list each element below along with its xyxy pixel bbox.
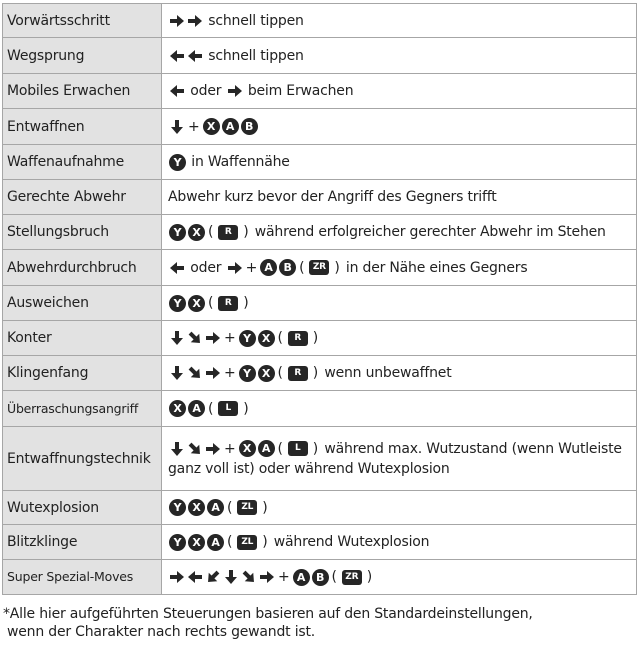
- plus-sign: +: [224, 365, 236, 381]
- open-paren: (: [208, 224, 214, 240]
- move-name: Blitzklinge: [3, 525, 162, 560]
- move-input: [162, 250, 637, 286]
- move-name: Abwehrdurchbruch: [3, 250, 162, 286]
- move-name: Stellungsbruch: [3, 215, 162, 250]
- arrow-down-icon: [169, 331, 185, 345]
- button-x-icon: X: [188, 224, 205, 241]
- button-a-icon: A: [293, 569, 310, 586]
- button-r-icon: R: [218, 225, 238, 240]
- button-x-icon: X: [188, 534, 205, 551]
- input-description: während max. Wutzustand (wenn Wutleiste ganz voll ist) oder während Wutexplosion: [168, 440, 622, 477]
- button-sequence: [168, 46, 204, 66]
- button-b-icon: B: [312, 569, 329, 586]
- move-name: Waffenaufnahme: [3, 145, 162, 180]
- button-x-icon: X: [188, 295, 205, 312]
- footnote-line-2: wenn der Charakter nach rechts gewandt ist.: [7, 624, 316, 640]
- move-name: Wutexplosion: [3, 491, 162, 525]
- button-a-icon: A: [260, 259, 277, 276]
- button-a-icon: A: [207, 499, 224, 516]
- arrow-right-icon: [259, 570, 275, 584]
- button-y-icon: Y: [169, 154, 186, 171]
- arrow-left-icon: [187, 570, 203, 584]
- button-x-icon: X: [258, 330, 275, 347]
- move-name: Überraschungsangriff: [3, 391, 162, 427]
- move-input: [162, 145, 637, 180]
- open-paren: (: [208, 400, 214, 417]
- arrow-down-icon: [223, 570, 239, 584]
- arrow-down-right-icon: [187, 366, 203, 380]
- move-input: [162, 74, 637, 109]
- open-paren: (: [227, 534, 233, 550]
- button-x-icon: X: [239, 440, 256, 457]
- input-description: in der Nähe eines Gegners: [345, 259, 528, 276]
- button-x-icon: X: [169, 400, 186, 417]
- input-description: Abwehr kurz bevor der Angriff des Gegners trifft: [168, 189, 497, 205]
- move-name: Gerechte Abwehr: [3, 180, 162, 215]
- table-row: [3, 391, 637, 427]
- button-sequence: [168, 399, 251, 419]
- button-x-icon: X: [203, 118, 220, 135]
- open-paren: (: [277, 330, 283, 346]
- close-paren: ): [334, 259, 340, 276]
- table-row: [3, 38, 637, 74]
- button-r-icon: R: [288, 331, 308, 346]
- arrow-right-icon: [227, 261, 243, 275]
- button-sequence: [168, 222, 251, 242]
- table-row: [3, 560, 637, 595]
- button-sequence: [168, 117, 259, 137]
- arrow-right-icon: [169, 570, 185, 584]
- close-paren: ): [243, 400, 249, 417]
- table-row: [3, 180, 637, 215]
- arrow-right-icon: [205, 442, 221, 456]
- move-input: [162, 560, 637, 595]
- button-sequence: [168, 439, 320, 459]
- plus-sign: +: [224, 330, 236, 346]
- arrow-right-icon: [205, 366, 221, 380]
- button-sequence: [168, 258, 186, 278]
- button-zr-icon: ZR: [309, 260, 329, 275]
- input-description: oder: [190, 259, 222, 276]
- arrow-left-icon: [169, 49, 185, 63]
- move-input: [162, 109, 637, 145]
- open-paren: (: [299, 259, 305, 276]
- button-a-icon: A: [258, 440, 275, 457]
- button-y-icon: Y: [239, 365, 256, 382]
- controls-table-body: [3, 4, 637, 595]
- move-input: [162, 356, 637, 391]
- arrow-down-right-icon: [241, 570, 257, 584]
- button-y-icon: Y: [169, 534, 186, 551]
- close-paren: ): [366, 569, 373, 585]
- table-row: [3, 427, 637, 491]
- arrow-right-icon: [169, 14, 185, 28]
- button-sequence: [226, 258, 342, 278]
- button-sequence: [168, 532, 270, 552]
- table-row: [3, 109, 637, 145]
- button-sequence: [168, 81, 186, 101]
- arrow-down-icon: [169, 120, 185, 134]
- button-sequence: [168, 363, 320, 383]
- move-name: Entwaffnen: [3, 109, 162, 145]
- button-y-icon: Y: [169, 499, 186, 516]
- move-input: [162, 38, 637, 74]
- button-sequence: [226, 81, 244, 101]
- button-y-icon: Y: [169, 224, 186, 241]
- move-input: [162, 215, 637, 250]
- arrow-left-icon: [169, 261, 185, 275]
- input-description: beim Erwachen: [247, 83, 354, 99]
- arrow-down-right-icon: [187, 442, 203, 456]
- button-sequence: [168, 293, 251, 313]
- footnote-line-1: *Alle hier aufgeführten Steuerungen basieren auf den Standardeinstellungen,: [3, 606, 533, 622]
- button-sequence: [168, 498, 270, 518]
- button-l-icon: L: [288, 441, 308, 456]
- move-input: [162, 4, 637, 38]
- table-row: [3, 145, 637, 180]
- controls-table: [2, 3, 637, 595]
- arrow-down-right-icon: [187, 331, 203, 345]
- open-paren: (: [277, 365, 283, 381]
- open-paren: (: [277, 440, 283, 457]
- move-name: Konter: [3, 321, 162, 356]
- arrow-left-icon: [187, 49, 203, 63]
- plus-sign: +: [245, 259, 258, 276]
- button-sequence: [168, 152, 187, 172]
- move-input: [162, 286, 637, 321]
- arrow-right-icon: [187, 14, 203, 28]
- button-sequence: [168, 11, 204, 31]
- move-input: [162, 321, 637, 356]
- arrow-right-icon: [227, 84, 243, 98]
- input-description: schnell tippen: [208, 12, 304, 29]
- plus-sign: +: [278, 569, 290, 585]
- move-name: Super Spezial-Moves: [3, 560, 162, 595]
- arrow-left-icon: [169, 84, 185, 98]
- table-row: [3, 321, 637, 356]
- table-row: [3, 4, 637, 38]
- close-paren: ): [243, 224, 249, 240]
- button-a-icon: A: [188, 400, 205, 417]
- button-a-icon: A: [207, 534, 224, 551]
- arrow-down-icon: [169, 366, 185, 380]
- button-sequence: [168, 328, 320, 348]
- input-description: während erfolgreicher gerechter Abwehr im Stehen: [254, 224, 606, 240]
- move-name: Wegsprung: [3, 38, 162, 74]
- input-description: in Waffennähe: [191, 154, 290, 170]
- plus-sign: +: [224, 440, 236, 457]
- button-y-icon: Y: [169, 295, 186, 312]
- move-name: Vorwärtsschritt: [3, 4, 162, 38]
- table-row: [3, 215, 637, 250]
- move-name: Ausweichen: [3, 286, 162, 321]
- open-paren: (: [208, 295, 214, 311]
- button-b-icon: B: [279, 259, 296, 276]
- open-paren: (: [331, 569, 337, 585]
- arrow-right-icon: [205, 331, 221, 345]
- move-name: Mobiles Erwachen: [3, 74, 162, 109]
- input-description: oder: [190, 83, 222, 99]
- button-b-icon: B: [241, 118, 258, 135]
- button-a-icon: A: [222, 118, 239, 135]
- move-input: [162, 491, 637, 525]
- arrow-down-left-icon: [205, 570, 221, 584]
- button-zl-icon: ZL: [237, 535, 257, 550]
- button-zr-icon: ZR: [342, 570, 362, 585]
- table-row: [3, 286, 637, 321]
- move-input: [162, 525, 637, 560]
- move-name: Klingenfang: [3, 356, 162, 391]
- button-r-icon: R: [218, 296, 238, 311]
- move-input: [162, 391, 637, 427]
- button-l-icon: L: [218, 401, 238, 416]
- table-row: [3, 525, 637, 560]
- move-input: [162, 180, 637, 215]
- close-paren: ): [243, 295, 249, 311]
- input-description: schnell tippen: [208, 47, 304, 64]
- table-row: [3, 250, 637, 286]
- button-y-icon: Y: [239, 330, 256, 347]
- close-paren: ): [312, 365, 319, 381]
- footnote: [3, 605, 633, 641]
- input-description: während Wutexplosion: [273, 534, 430, 550]
- close-paren: ): [312, 440, 319, 457]
- input-description: wenn unbewaffnet: [324, 365, 452, 381]
- close-paren: ): [312, 330, 319, 346]
- button-sequence: [168, 567, 374, 587]
- move-name: Entwaffnungstechnik: [3, 427, 162, 491]
- button-x-icon: X: [188, 499, 205, 516]
- close-paren: ): [262, 499, 268, 516]
- button-zl-icon: ZL: [237, 500, 257, 515]
- button-x-icon: X: [258, 365, 275, 382]
- table-row: [3, 356, 637, 391]
- button-r-icon: R: [288, 366, 308, 381]
- close-paren: ): [262, 534, 268, 550]
- move-input: [162, 427, 637, 491]
- open-paren: (: [227, 499, 233, 516]
- plus-sign: +: [188, 118, 200, 135]
- table-row: [3, 491, 637, 525]
- table-row: [3, 74, 637, 109]
- arrow-down-icon: [169, 442, 185, 456]
